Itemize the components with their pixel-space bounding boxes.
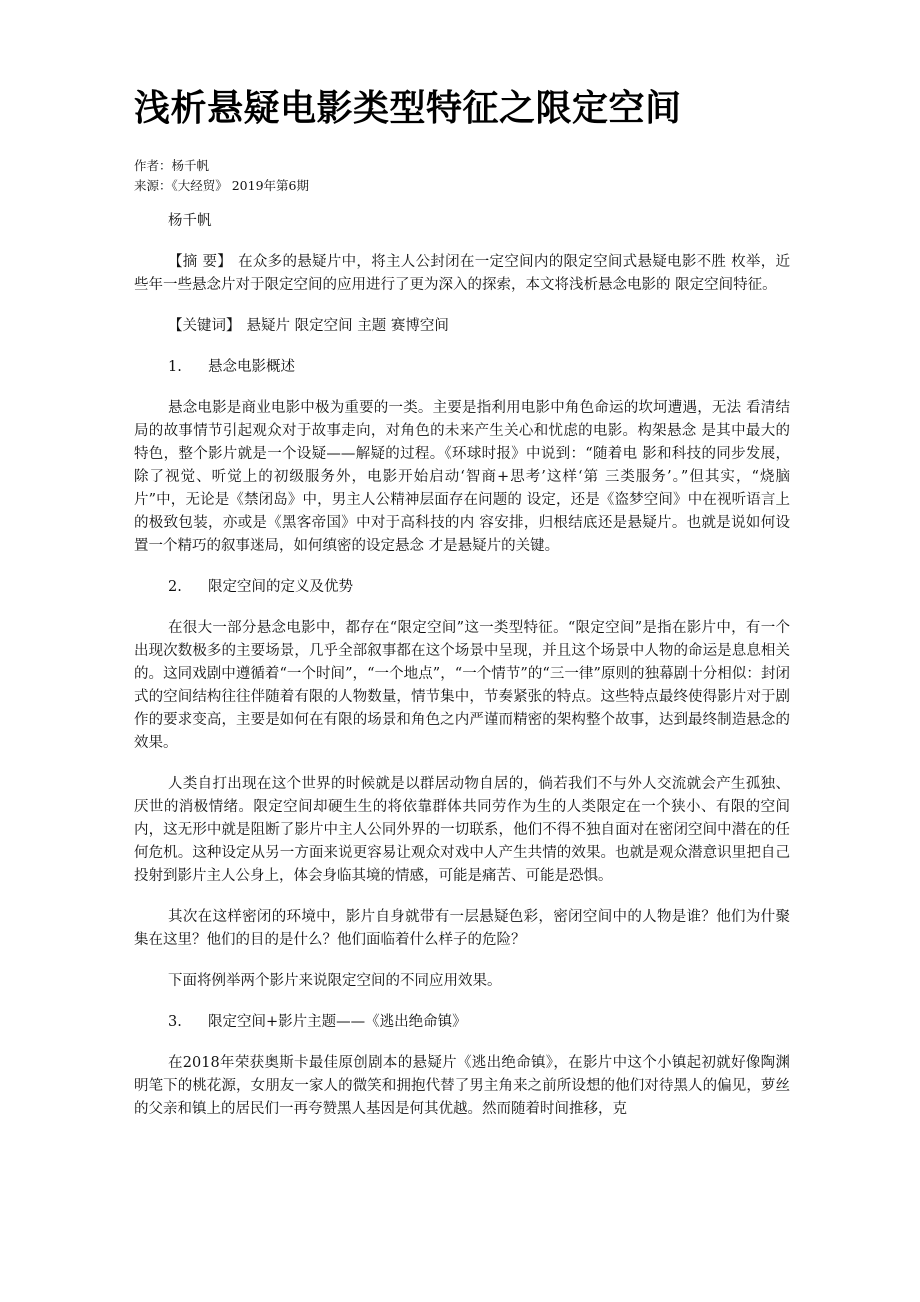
abstract-label: 【摘 要】 [168, 254, 233, 270]
section-title: 限定空间的定义及优势 [208, 579, 353, 595]
section-title: 悬念电影概述 [208, 359, 295, 375]
abstract [134, 251, 790, 297]
paragraph: 下面将例举两个影片来说限定空间的不同应用效果。 [168, 973, 502, 989]
paragraph: 悬念电影是商业电影中极为重要的一类。主要是指利用电影中角色命运的坎坷遭遇，无法 看清结局的故事情节引起观众对于故事走向，对角色的未来产生关心和忧虑的电影。构架悬念 是其中最大的特色，整个影片就是一个设疑——解疑的过程。《环球时报》中说到：“随着电 影和科技的同步发展，除了视觉、听觉上的初级服务外，电影开始启动‘智商+思考’这样‘第 三类服务’。”但其实，“烧脑片”中，无论是《禁闭岛》中，男主人公精神层面存在问题的 设定，还是《盗梦空间》中在视听语言上的极致包装，亦或是《黑客帝国》中对于高科技的内 容安排，归根结底还是悬疑片。也就是说如何设置一个精巧的叙事迷局，如何缜密的设定悬念 才是悬疑片的关键。 [134, 400, 790, 554]
author-meta: 作者：杨千帆 [134, 158, 210, 173]
keywords-label: 【关键词】 [168, 318, 241, 334]
keywords-text: 悬疑片 限定空间 主题 赛博空间 [246, 318, 449, 334]
author-line: 杨千帆 [168, 213, 212, 229]
section-number: 3. [168, 1014, 182, 1030]
section-heading-2 [168, 576, 790, 599]
section-number: 1. [168, 359, 182, 375]
paragraph: 人类自打出现在这个世界的时候就是以群居动物自居的，倘若我们不与外人交流就会产生孤独、厌世的消极情绪。限定空间却硬生生的将依靠群体共同劳作为生的人类限定在一个狭小、有限的空间内，这无形中就是阻断了影片中主人公同外界的一切联系，他们不得不独自面对在密闭空间中潜在的任何危机。这种设定从另一方面来说更容易让观众对戏中人产生共情的效果。也就是观众潜意识里把自己投射到影片主人公身上，体会身临其境的情感，可能是痛苦、可能是恐惧。 [134, 776, 790, 884]
article-page [134, 86, 790, 1121]
paragraph: 在2018年荣获奥斯卡最佳原创剧本的悬疑片《逃出绝命镇》，在影片中这个小镇起初就好像陶渊明笔下的桃花源，女朋友一家人的微笑和拥抱代替了男主角来之前所设想的他们对待黑人的偏见，萝丝的父亲和镇上的居民们一再夸赞黑人基因是何其优越。然而随着时间推移，克 [134, 1055, 790, 1117]
section-number: 2. [168, 579, 182, 595]
section-title: 限定空间+影片主题——《逃出绝命镇》 [208, 1014, 467, 1030]
keywords [134, 315, 790, 338]
paragraph: 在很大一部分悬念电影中，都存在“限定空间”这一类型特征。“限定空间”是指在影片中，有一个出现次数极多的主要场景，几乎全部叙事都在这个场景中呈现，并且这个场景中人物的命运是息息相关的。这同戏剧中遵循着“一个时间”，“一个地点”，“一个情节”的“三一律”原则的独幕剧十分相似：封闭式的空间结构往往伴随着有限的人物数量，情节集中，节奏紧张的特点。这些特点最终使得影片对于剧作的要求变高，主要是如何在有限的场景和角色之内严谨而精密的架构整个故事，达到最终制造悬念的效果。 [134, 620, 790, 751]
section-heading-1 [168, 356, 790, 379]
abstract-text: 在众多的悬疑片中，将主人公封闭在一定空间内的限定空间式悬疑电影不胜 枚举，近些年一些悬念片对于限定空间的应用进行了更为深入的探索，本文将浅析悬念电影的 限定空间特征。 [134, 254, 791, 293]
article-title: 浅析悬疑电影类型特征之限定空间 [134, 88, 682, 129]
section-heading-3 [168, 1011, 790, 1034]
paragraph: 其次在这样密闭的环境中，影片自身就带有一层悬疑色彩，密闭空间中的人物是谁？他们为什聚集在这里？他们的目的是什么？他们面临着什么样子的危险？ [134, 909, 790, 948]
source-meta: 来源：《大经贸》 2019年第6期 [134, 178, 309, 193]
